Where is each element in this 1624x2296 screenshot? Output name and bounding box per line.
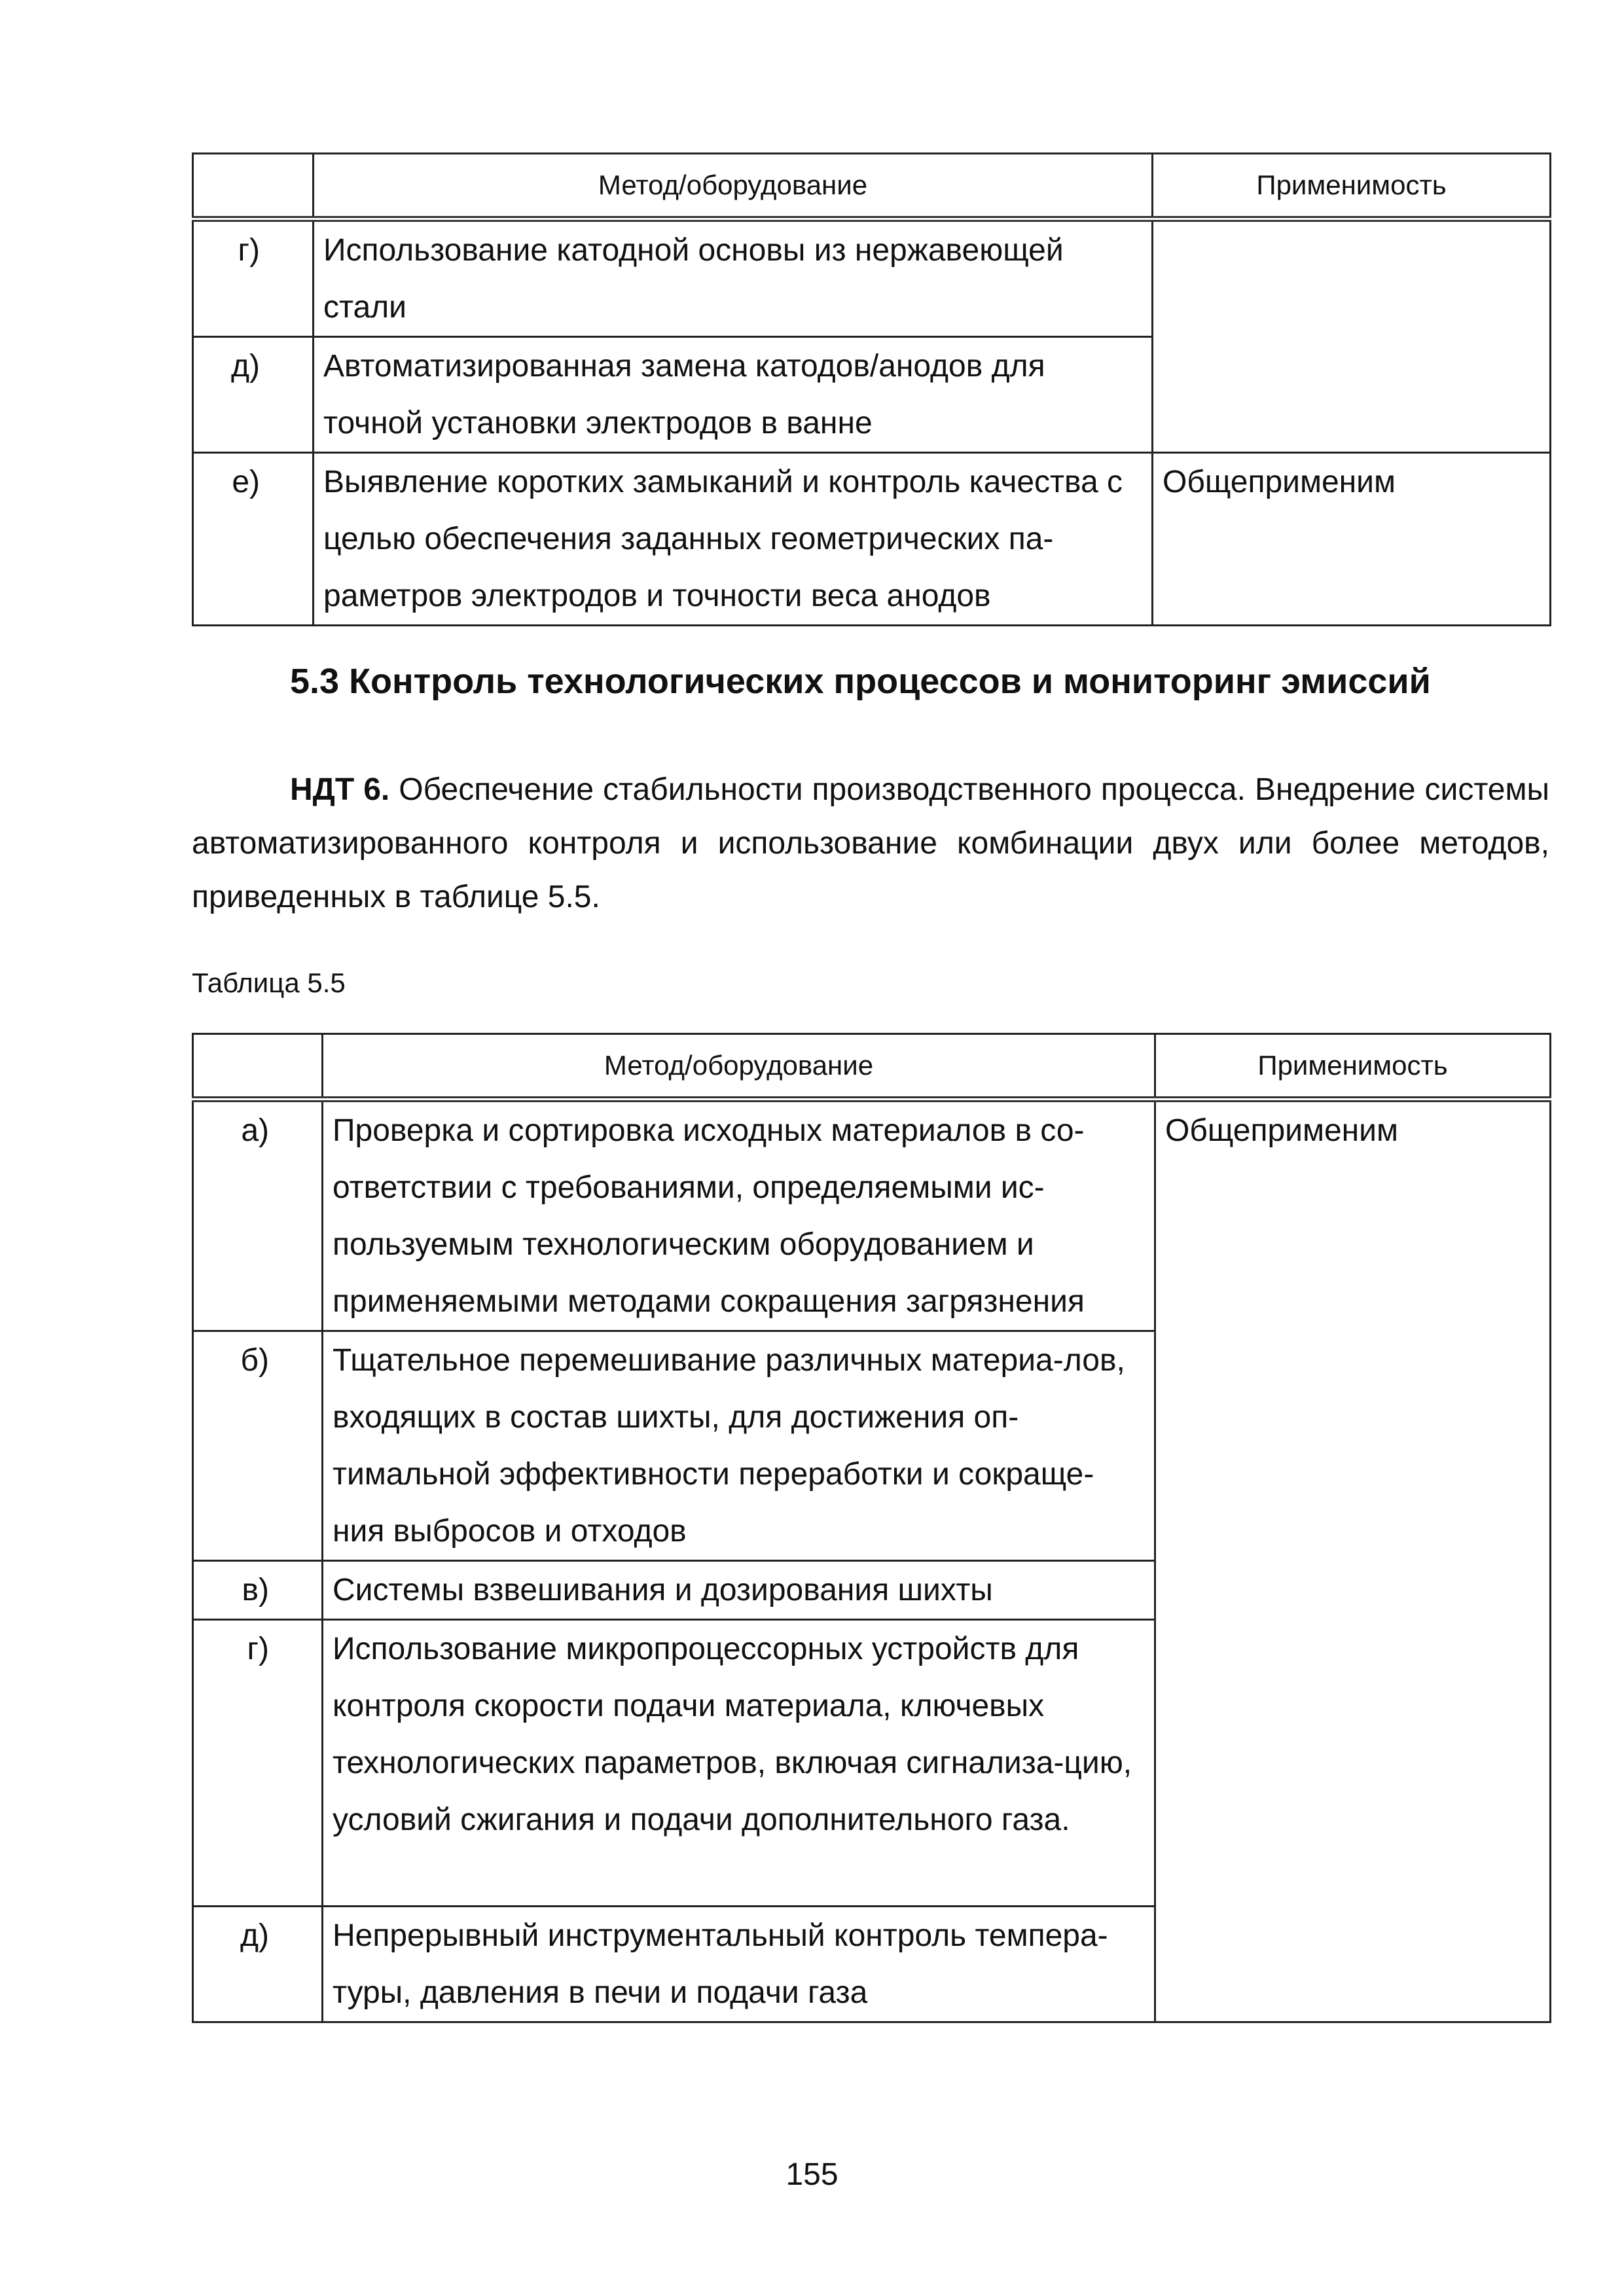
section-heading: 5.3 Контроль технологических процессов и мониторинг эмиссий: [290, 662, 1431, 701]
table-row: [193, 219, 1551, 337]
row-letter: д): [193, 1907, 323, 2022]
ndt-paragraph: [192, 763, 1549, 924]
table-5-5: [192, 1033, 1551, 2023]
page-number: 155: [785, 2157, 839, 2192]
table-row: [193, 1100, 1551, 1331]
row-letter: г): [193, 219, 314, 337]
table-header-row: [193, 1034, 1551, 1100]
row-letter: в): [193, 1561, 323, 1620]
header-applicability: Применимость: [1155, 1034, 1551, 1100]
ndt-text: Обеспечение стабильности производственного процесса. Внедрение системы автоматизированного контроля и использование комбинации двух или более методов, приведенных в таблице 5.5.: [192, 772, 1549, 914]
header-letter-cell: [193, 1034, 323, 1100]
header-applicability: Применимость: [1153, 154, 1551, 219]
row-letter: д): [193, 337, 314, 453]
row-letter: г): [193, 1620, 323, 1907]
table-caption: Таблица 5.5: [192, 967, 346, 998]
row-method: Проверка и сортировка исходных материалов в со-ответствии с требованиями, определяемыми ис-пользуемым технологическим оборудованием и применяемыми методами сокращения загрязнения: [323, 1100, 1155, 1331]
header-method: Метод/оборудование: [323, 1034, 1155, 1100]
header-method: Метод/оборудование: [314, 154, 1153, 219]
header-letter-cell: [193, 154, 314, 219]
row-method: Непрерывный инструментальный контроль темпера-туры, давления в печи и подачи газа: [323, 1907, 1155, 2022]
table-continuation: [192, 152, 1551, 626]
row-letter: б): [193, 1331, 323, 1561]
row-method: Использование катодной основы из нержавеющей стали: [314, 219, 1153, 337]
row-applicability: Общеприменим: [1153, 453, 1551, 626]
row-letter: е): [193, 453, 314, 626]
ndt-label: НДТ 6.: [290, 772, 390, 807]
row-applicability-empty: [1153, 219, 1551, 453]
row-letter: а): [193, 1100, 323, 1331]
row-method: Тщательное перемешивание различных материа-лов, входящих в состав шихты, для достижения оп-тимальной эффективности переработки и сокраще-ния выбросов и отходов: [323, 1331, 1155, 1561]
row-method: Автоматизированная замена катодов/анодов для точной установки электродов в ванне: [314, 337, 1153, 453]
row-method: Использование микропроцессорных устройств для контроля скорости подачи материала, ключевых технологических параметров, включая сигнализа-цию, условий сжигания и подачи дополнительного газа.: [323, 1620, 1155, 1907]
row-method: Системы взвешивания и дозирования шихты: [323, 1561, 1155, 1620]
row-applicability: Общеприменим: [1155, 1100, 1551, 2022]
row-method: Выявление коротких замыканий и контроль качества с целью обеспечения заданных геометрических па-раметров электродов и точности веса анодов: [314, 453, 1153, 626]
table-row: [193, 453, 1551, 626]
table-header-row: [193, 154, 1551, 219]
